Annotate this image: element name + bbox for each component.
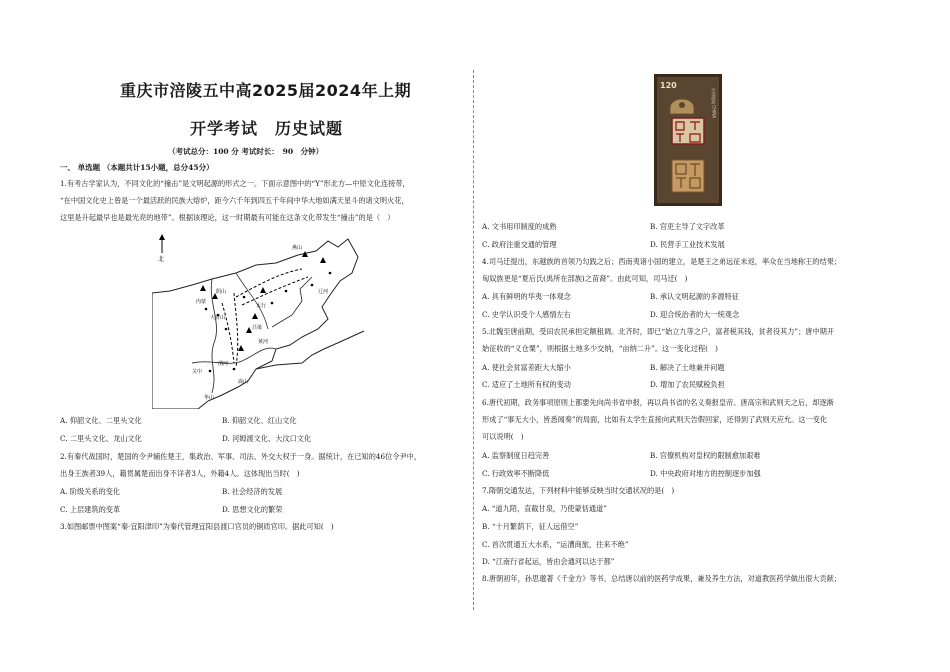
stamp-value: 120 [660,81,677,90]
q1-line-2: “在中国文化史上曾是一个最活跃的民族大熔炉，距今六千年到四五千年间中华大地如满天星斗的诸文明火花， [60,196,409,205]
map-label: 关中 [192,369,203,375]
postage-stamp-image [654,74,722,206]
map-label: 华山 [204,395,215,401]
q1-line-3: 这里是升起最早也是最光亮的地带”。根据该理论，这一时期最有可能在这条文化带发生“撞击”的是（ ） [60,213,395,222]
q2-option-a: A. 阶级关系的变化 [60,487,121,496]
q4-option-a: A. 具有鲜明的华夷一体观念 [482,292,571,301]
exam-title-line1: 重庆市涪陵五中高2025届2024年上期 [120,81,412,100]
map-label: 太行 [256,303,267,309]
map-label: 燕山 [292,245,303,251]
q2-option-d: D. 思想文化的繁荣 [222,505,283,514]
map-label: 辽河 [318,289,329,295]
q7-option-a: A. “道九陌，直截甘泉，乃使蒙恬通道” [482,504,607,513]
q3-option-d: D. 民营手工业技术发展 [650,240,725,249]
q1-option-c: C. 二里头文化、龙山文化 [60,434,142,443]
q7-option-d: D. “江南行省起运，皆由会通河以达于都” [482,557,615,566]
q4-line-2: 匈奴族更是“夏后氏(禹所在部族)之苗裔”。由此可知，司马迁( ) [482,274,688,283]
q6-line-3: 可以说明( ) [482,432,524,441]
map-label: 黄河 [258,339,269,345]
q2-option-c: C. 上层建筑的变革 [60,505,121,514]
q4-option-b: B. 承认文明起源的多源特征 [650,292,739,301]
q6-line-2: 形成了“事无大小，皆悉闻奏”的局面，比如有太学生直接向武则天告假回家，还得到了武则天应允。这一变化 [482,415,828,424]
q1-line-1: 1.有考古学家认为，不同文化的“撞击”是文明起源的形式之一。下面示意图中的“Y”形北方—中原文化连接带， [60,179,410,188]
map-label: 阴山 [216,289,227,295]
q2-line-2: 出身王族者39人，籍贯属楚而出身不详者3人，外籍4人。这体现出当时( ) [60,469,300,478]
q5-option-b: B. 解决了土地兼并问题 [650,363,725,372]
q3-option-a: A. 文书用印制度的成熟 [482,222,557,231]
q6-option-d: D. 中央政府对地方的控制逐步加强 [650,469,761,478]
q4-line-1: 4.司马迁提出，东越族的首领乃勾践之后；西南夷诸小国的建立，是楚王之弟远征未返，率众在当地称王的结果； [482,257,842,266]
q1-option-a: A. 仰韶文化、二里头文化 [60,416,142,425]
map-label: 嵩山 [238,379,249,385]
q5-line-2: 始征收的“义仓粟”，则根据土地多少交纳，“亩纳二升”。这一变化过程( ) [482,344,718,353]
q3-option-c: C. 政府注重交通的管理 [482,240,557,249]
column-divider [473,70,474,610]
map-label: 大青山 [210,315,226,321]
q8-line-1: 8.唐朝初年，孙思邈著《千金方》等书，总结唐以前的医药学成果，兼及养生方法，对道教医药学做出很大贡献； [482,574,842,583]
q1-option-b: B. 仰韶文化、红山文化 [222,416,297,425]
q7-option-c: C. 首次贯通五大水系，“运漕商旅，往来不绝” [482,540,629,549]
cultural-belt-map [152,233,366,409]
q2-option-b: B. 社会经济的发展 [222,487,283,496]
q6-option-b: B. 官僚机构对皇权的限制愈加艰难 [650,451,761,460]
q6-option-a: A. 监察制度日趋完善 [482,451,550,460]
q5-option-c: C. 适应了土地所有权的变动 [482,380,571,389]
q4-option-c: C. 史学认识受个人感情左右 [482,310,571,319]
map-label: 内蒙 [196,299,207,305]
q3-option-b: B. 官吏主导了文字改革 [650,222,725,231]
section-heading: 一、 单选题 （本题共计15小题，总分45分） [60,163,214,172]
q4-option-d: D. 迎合统治者的大一统观念 [650,310,740,319]
q5-option-a: A. 使社会贫富差距大大缩小 [482,363,571,372]
q3-line-1: 3.如图邮票中图案“秦·宜阳津印”为秦代管理宜阳县渡口官员的铜质官印。据此可知( ) [60,522,334,531]
q5-line-1: 5.北魏至唐前期，受田农民承担定额租调。北齐时，即已“始立九等之户，富者税其钱，贫者役其力”；唐中期开 [482,327,835,336]
q5-option-d: D. 增加了农民赋税负担 [650,380,725,389]
q7-option-b: B. “十月繁荫下，征人远借空” [482,522,579,531]
q2-line-1: 2.有秦代战国时，楚国的令尹辅佐楚王，集政治、军事、司法、外交大权于一身。据统计，在已知的46位令尹中， [60,452,422,461]
map-label: 渭河 [218,361,229,367]
q6-line-1: 6.唐代初期，政务事项原则上都要先向尚书省申报，再以尚书省的名义奏报皇帝。唐高宗和武则天之后，却逐渐 [482,398,834,407]
map-label: 吕梁 [252,325,263,331]
exam-title-line2: 开学考试 历史试题 [190,119,344,138]
map-north-label: 北 [158,256,165,263]
q7-line-1: 7.隋朝交通发达，下列材料中能够反映当时交通状况的是( ) [482,486,675,495]
exam-meta: （考试总分：100 分 考试时长： 90 分钟） [168,147,324,156]
q6-option-c: C. 行政效率不断降低 [482,469,550,478]
q1-option-d: D. 河姆渡文化、大汶口文化 [222,434,312,443]
stamp-country: 中国邮政 CHINA [711,88,717,118]
